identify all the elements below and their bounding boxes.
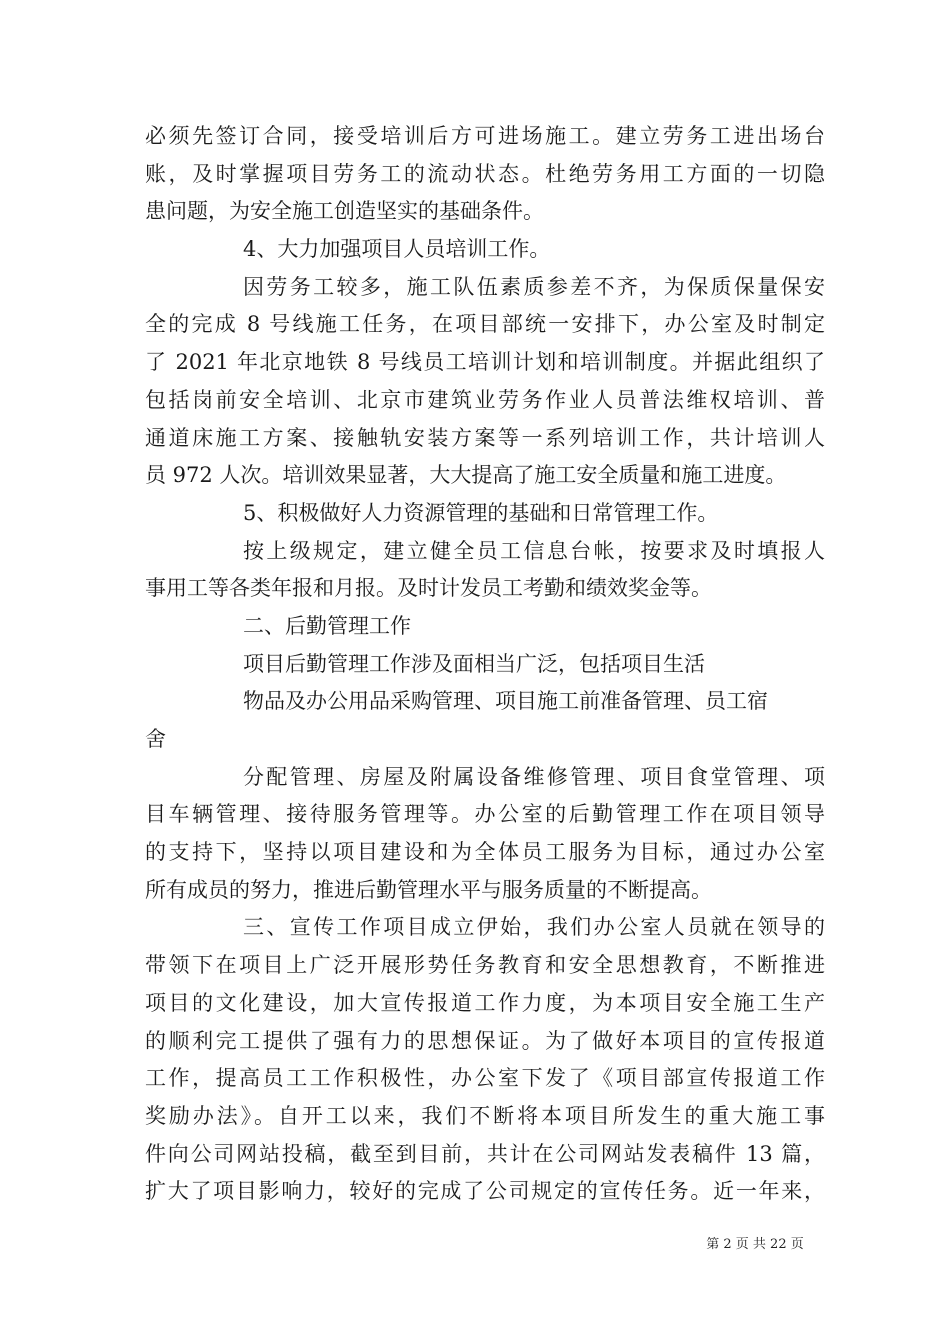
text-line: 员 972 人次。培训效果显著，大大提高了施工安全质量和施工进度。 — [145, 463, 787, 488]
text-line: 包括岗前安全培训、北京市建筑业劳务作业人员普法维权培训、普 — [145, 387, 825, 412]
text-line: 奖励办法》。自开工以来，我们不断将本项目所发生的重大施工事 — [145, 1103, 825, 1128]
text-line: 5、积极做好人力资源管理的基础和日常管理工作。 — [243, 500, 719, 525]
text-line: 物品及办公用品采购管理、项目施工前准备管理、员工宿 — [243, 689, 768, 714]
text-line: 的支持下，坚持以项目建设和为全体员工服务为目标，通过办公室 — [145, 840, 825, 865]
text-line: 目车辆管理、接待服务管理等。办公室的后勤管理工作在项目领导 — [145, 802, 825, 827]
text-line: 带领下在项目上广泛开展形势任务教育和安全思想教育，不断推进 — [145, 953, 825, 978]
text-line: 舍 — [145, 727, 166, 751]
text-line: 全的完成 8 号线施工任务，在项目部统一安排下，办公室及时制定 — [145, 312, 825, 337]
text-line: 二、后勤管理工作 — [243, 613, 411, 638]
text-line: 按上级规定，建立健全员工信息台帐，按要求及时填报人 — [243, 538, 825, 563]
text-line: 所有成员的努力，推进后勤管理水平与服务质量的不断提高。 — [145, 877, 712, 902]
text-line: 4、大力加强项目人员培训工作。 — [243, 237, 551, 262]
text-line: 项目后勤管理工作涉及面相当广泛，包括项目生活 — [243, 651, 705, 676]
text-line: 的顺利完工提供了强有力的思想保证。为了做好本项目的宣传报道 — [145, 1028, 825, 1053]
text-line: 事用工等各类年报和月报。及时计发员工考勤和绩效奖金等。 — [145, 576, 712, 601]
text-line: 工作，提高员工工作积极性，办公室下发了《项目部宣传报道工作 — [145, 1066, 825, 1091]
text-line: 了 2021 年北京地铁 8 号线员工培训计划和培训制度。并据此组织了 — [145, 350, 825, 375]
text-line: 扩大了项目影响力，较好的完成了公司规定的宣传任务。近一年来， — [145, 1179, 825, 1204]
text-line: 项目的文化建设，加大宣传报道工作力度，为本项目安全施工生产 — [145, 990, 825, 1015]
text-line: 患问题，为安全施工创造坚实的基础条件。 — [145, 199, 544, 224]
body-text — [145, 118, 825, 1211]
text-line: 通道床施工方案、接触轨安装方案等一系列培训工作，共计培训人 — [145, 425, 825, 450]
text-line: 分配管理、房屋及附属设备维修管理、项目食堂管理、项 — [243, 764, 825, 789]
text-line: 因劳务工较多，施工队伍素质参差不齐，为保质保量保安 — [243, 274, 825, 299]
text-line: 账，及时掌握项目劳务工的流动状态。杜绝劳务用工方面的一切隐 — [145, 161, 825, 186]
text-line: 必须先签订合同，接受培训后方可进场施工。建立劳务工进出场台 — [145, 124, 825, 148]
text-line: 件向公司网站投稿，截至到目前，共计在公司网站发表稿件 13 篇， — [145, 1141, 825, 1166]
text-line: 三、宣传工作项目成立伊始，我们办公室人员就在领导的 — [243, 915, 825, 940]
page-number: 第 2 页 共 22 页 — [706, 1237, 804, 1252]
